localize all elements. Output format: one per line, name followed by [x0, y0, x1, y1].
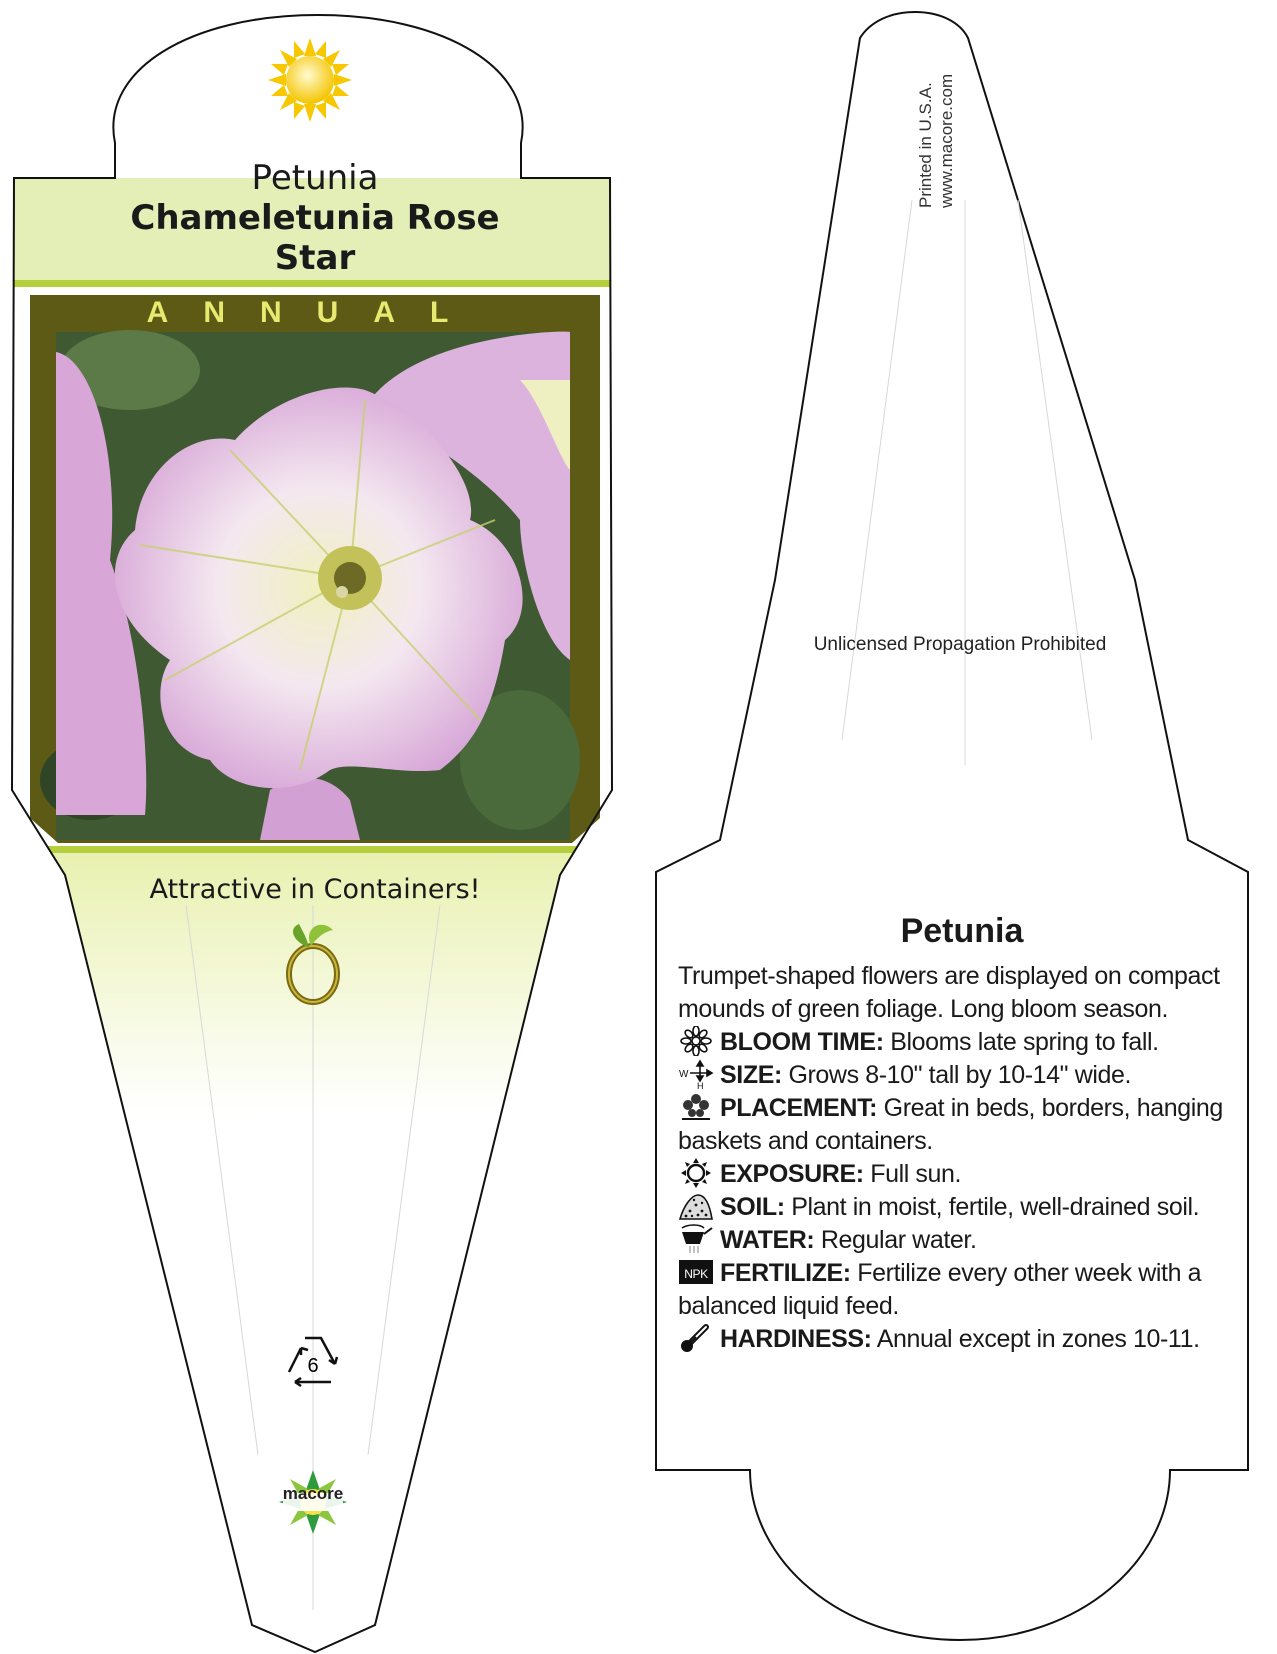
- size-icon-h: H: [697, 1081, 704, 1089]
- size-label: SIZE:: [720, 1061, 782, 1089]
- watering-can-icon: [678, 1224, 714, 1254]
- soil-label: SOIL:: [720, 1193, 785, 1221]
- printed-line-1: Printed in U.S.A.: [916, 82, 935, 208]
- care-item-water: [678, 1224, 1238, 1257]
- thermometer-icon: [678, 1323, 714, 1353]
- brand-name: macore: [282, 1484, 344, 1503]
- size-text: Grows 8-10" tall by 10-14" wide.: [788, 1061, 1132, 1089]
- care-item-fertilize: [678, 1257, 1238, 1323]
- front-tagline: Attractive in Containers!: [149, 874, 481, 905]
- sun-icon: [268, 38, 352, 122]
- cultivar-line-2: Star: [274, 238, 356, 278]
- care-info: [678, 960, 1238, 1356]
- soil-text: Plant in moist, fertile, well-drained soil.: [791, 1193, 1200, 1221]
- fertilize-label: FERTILIZE:: [720, 1259, 851, 1287]
- front-plant-name: Petunia: [251, 158, 379, 198]
- care-item-soil: [678, 1191, 1238, 1224]
- placement-text: Great in beds, borders, hanging baskets and containers.: [678, 1094, 1223, 1155]
- back-tag-outline: [656, 12, 1248, 1640]
- description: Trumpet-shaped flowers are displayed on compact mounds of green foliage. Long bloom season.: [678, 962, 1220, 1023]
- water-text: Regular water.: [820, 1226, 977, 1254]
- care-item-size: [678, 1059, 1238, 1092]
- cultivar-line-1: Chameletunia Rose: [130, 198, 500, 238]
- fertilize-text: Fertilize every other week with a balanced liquid feed.: [678, 1259, 1202, 1320]
- water-label: WATER:: [720, 1226, 815, 1254]
- npk-icon: [678, 1257, 714, 1287]
- propagation-notice: Unlicensed Propagation Prohibited: [813, 634, 1107, 655]
- back-tag: [656, 12, 1248, 1640]
- exposure-label: EXPOSURE:: [720, 1160, 864, 1188]
- bloom-text: Blooms late spring to fall.: [890, 1028, 1159, 1056]
- care-item-bloom: [678, 1026, 1238, 1059]
- size-icon: [678, 1059, 714, 1089]
- header-rule: [0, 280, 640, 287]
- care-item-hardiness: [678, 1323, 1238, 1356]
- bloom-label: BLOOM TIME:: [720, 1028, 884, 1056]
- care-item-exposure: [678, 1158, 1238, 1191]
- placement-icon: [678, 1092, 714, 1122]
- size-icon-w: W: [679, 1069, 689, 1080]
- flower-icon: [678, 1026, 714, 1056]
- care-item-placement: [678, 1092, 1238, 1158]
- npk-icon-text: NPK: [684, 1267, 708, 1281]
- soil-icon: [678, 1191, 714, 1221]
- hardiness-text: Annual except in zones 10-11.: [876, 1325, 1200, 1353]
- front-cultivar-name: [10, 198, 620, 278]
- sun-exposure-icon: [678, 1158, 714, 1188]
- hardiness-label: HARDINESS:: [720, 1325, 872, 1353]
- petunia-photo: [40, 330, 580, 840]
- back-title: Petunia: [900, 912, 1024, 950]
- printed-line-2: www.macore.com: [937, 73, 956, 208]
- exposure-text: Full sun.: [870, 1160, 962, 1188]
- plant-category: ANNUAL: [146, 296, 484, 329]
- tagline-rule: [0, 846, 640, 853]
- printed-in: [915, 74, 957, 208]
- recycle-code: 6: [307, 1355, 319, 1377]
- placement-label: PLACEMENT:: [720, 1094, 878, 1122]
